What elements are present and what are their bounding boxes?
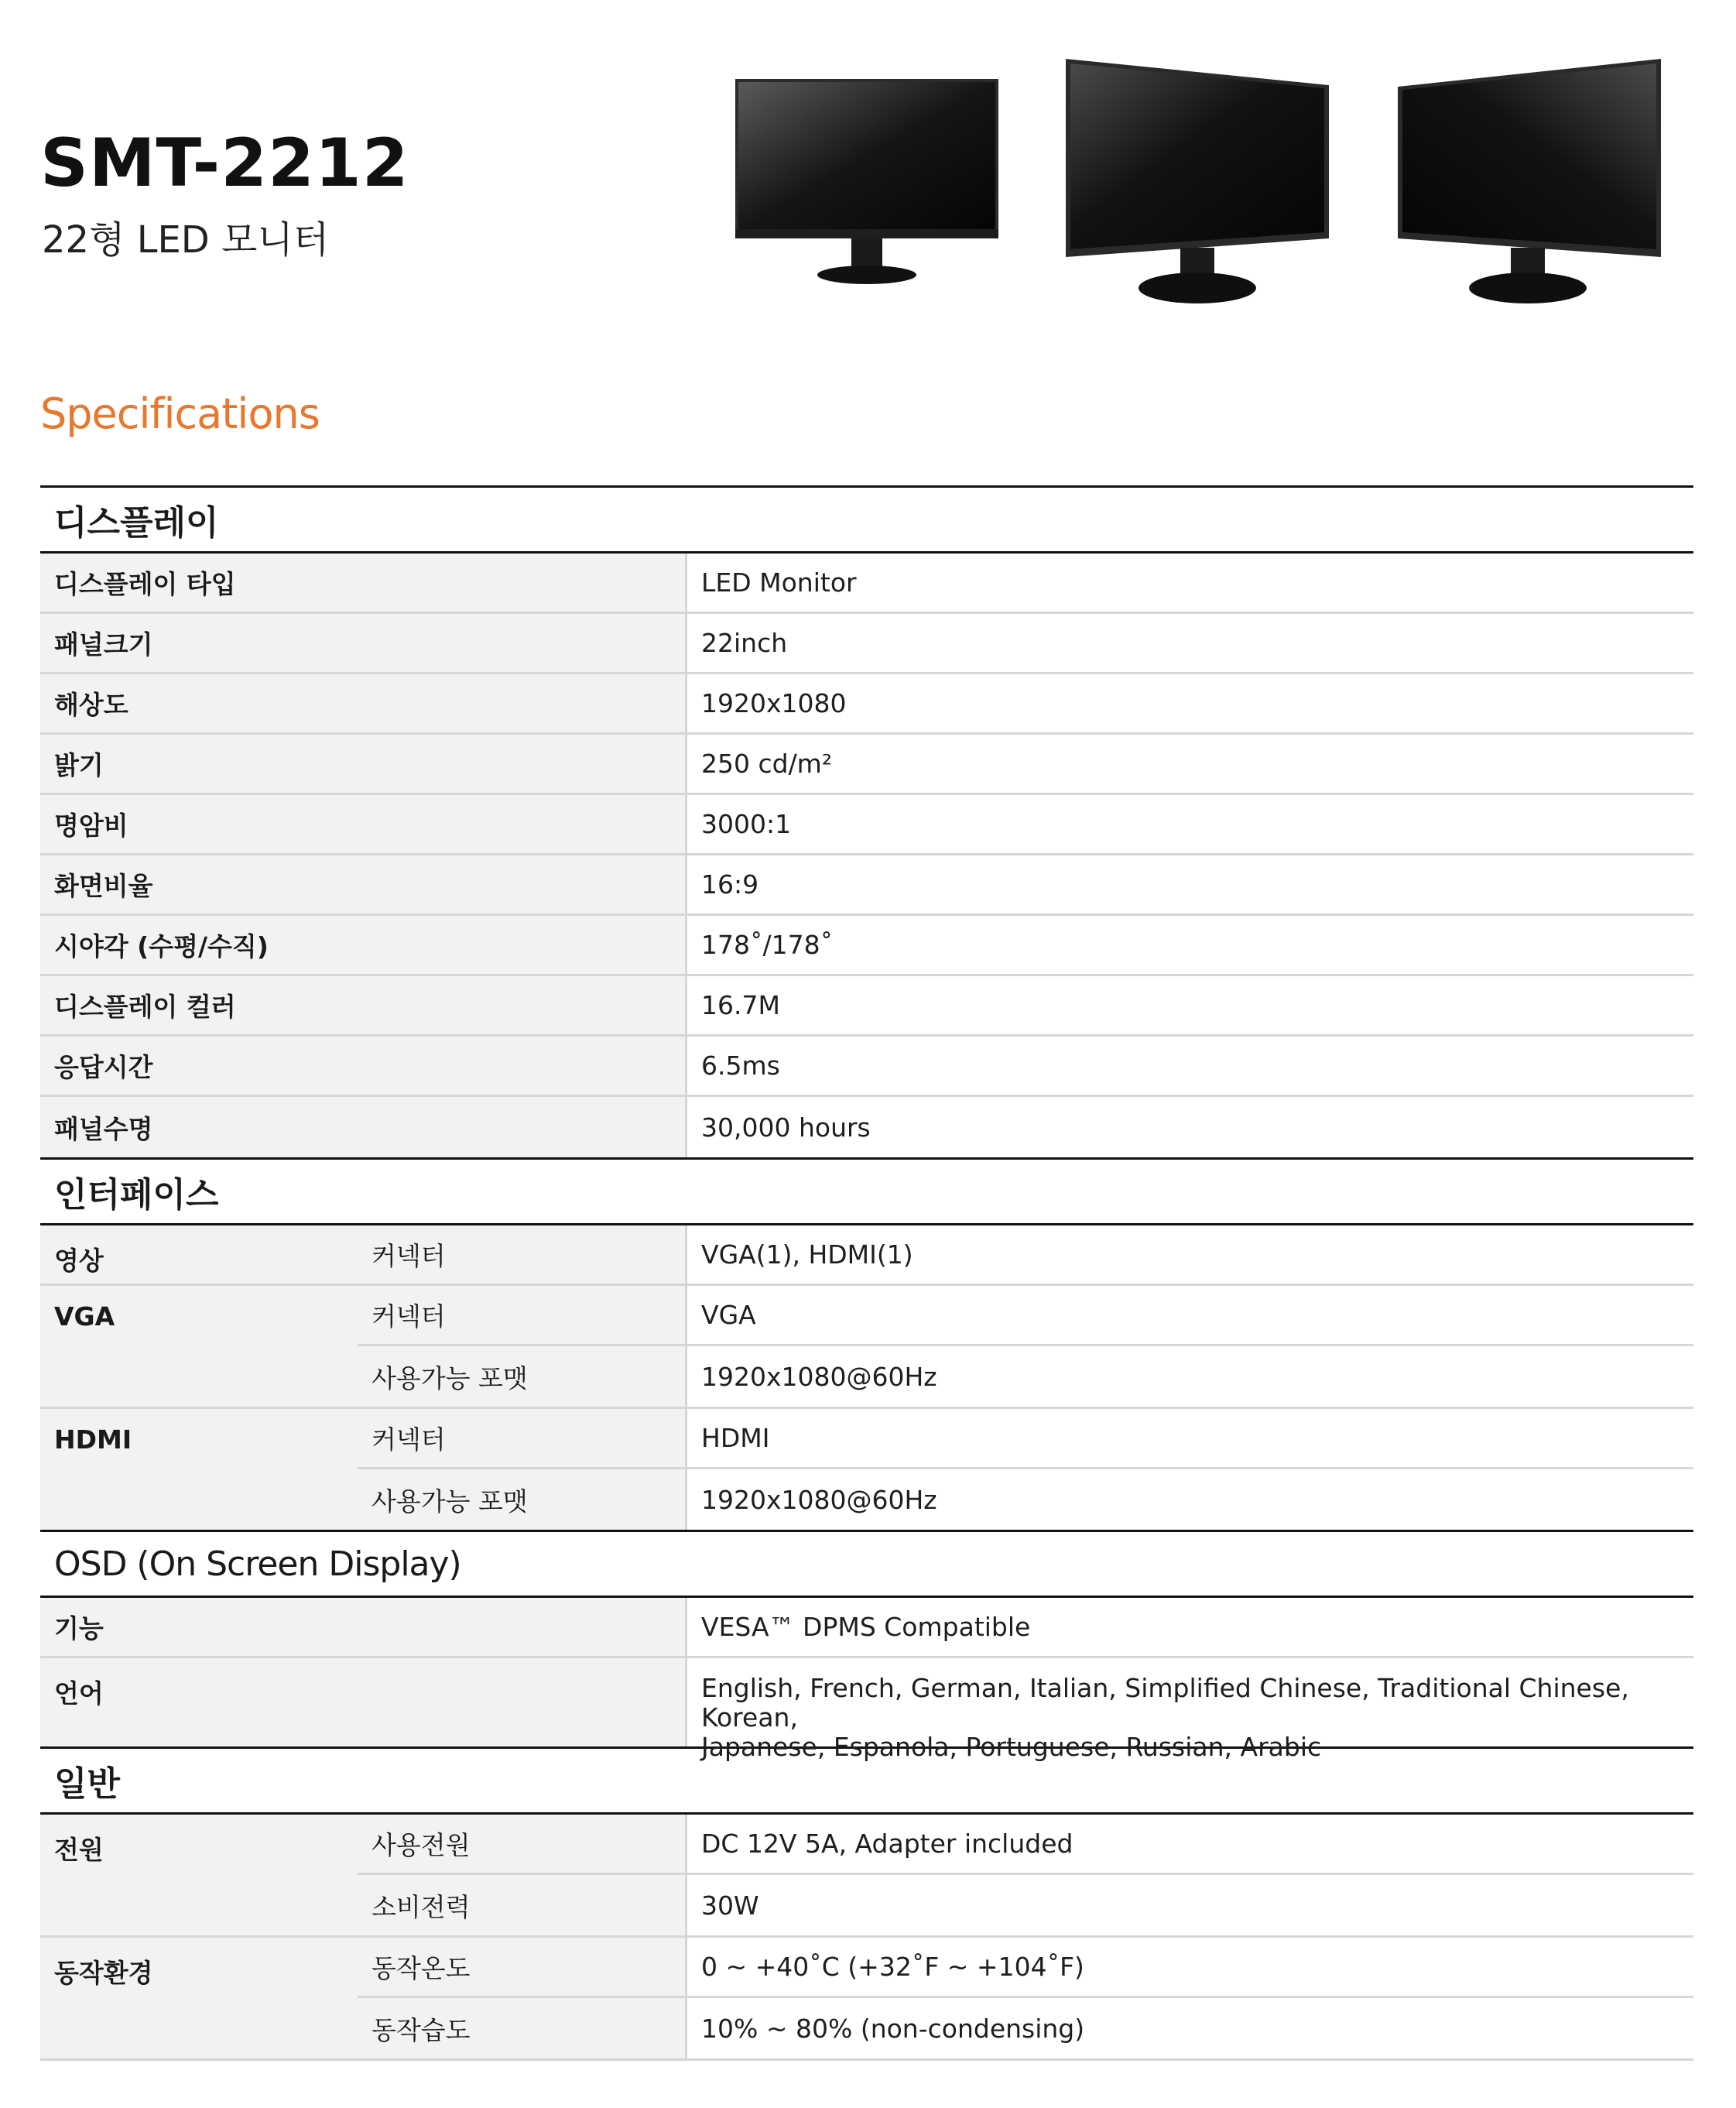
table-row [358, 1815, 1693, 1875]
model-name: SMT-2212 [40, 125, 409, 202]
section-interface-title: 인터페이스 [40, 1157, 1693, 1225]
table-row [40, 1225, 1693, 1286]
monitor-right-angle-image [1395, 56, 1662, 311]
display-rows [40, 554, 1693, 1157]
table-row [40, 674, 1693, 735]
spec-sub-label: 동작온도 [358, 1938, 687, 1996]
specifications-heading: Specifications [40, 389, 320, 438]
spec-sub-label: 커넥터 [358, 1409, 687, 1467]
table-row [358, 1875, 1693, 1935]
spec-sub-label: 사용가능 포맷 [358, 1469, 687, 1530]
spec-value: DC 12V 5A, Adapter included [701, 1829, 1073, 1859]
spec-label: 화면비율 [40, 855, 687, 913]
spec-sub-label: 동작습도 [358, 1998, 687, 2058]
table-row [358, 1409, 1693, 1469]
table-row [40, 976, 1693, 1037]
spec-value: VGA [701, 1300, 756, 1330]
spec-label: 패널크기 [40, 614, 687, 672]
product-subtitle: 22형 LED 모니터 [42, 218, 330, 262]
spec-value-line: English, French, German, Italian, Simplified Chinese, Traditional Chinese, Korean, [701, 1673, 1629, 1733]
spec-value: 1920x1080@60Hz [701, 1484, 937, 1515]
spec-value: 22inch [701, 628, 788, 658]
spec-label: 명암비 [40, 795, 687, 853]
spec-value: 16.7M [701, 990, 780, 1020]
table-row [40, 916, 1693, 976]
spec-value [687, 1658, 1693, 1762]
table-row [358, 1938, 1693, 1998]
spec-table [40, 485, 1693, 2061]
spec-value: 30,000 hours [701, 1112, 871, 1143]
spec-label: 디스플레이 컬러 [40, 976, 687, 1034]
spec-value: 6.5ms [701, 1051, 780, 1081]
spec-value: 0 ~ +40˚C (+32˚F ~ +104˚F) [701, 1952, 1084, 1982]
section-display-title: 디스플레이 [40, 485, 1693, 554]
spec-value: 250 cd/m² [701, 749, 833, 779]
table-row [358, 1998, 1693, 2058]
table-row [40, 614, 1693, 674]
table-row [40, 1598, 1693, 1658]
spec-group-vga [40, 1286, 1693, 1409]
spec-value: 16:9 [701, 869, 759, 900]
spec-label: 패널수명 [40, 1097, 687, 1157]
spec-label: 언어 [40, 1658, 687, 1746]
table-row [40, 554, 1693, 614]
table-row [40, 855, 1693, 916]
spec-value: VGA(1), HDMI(1) [701, 1239, 913, 1270]
spec-value: VESA™ DPMS Compatible [701, 1612, 1031, 1642]
table-row [40, 1658, 1693, 1762]
spec-sub-label: 커넥터 [358, 1286, 687, 1344]
spec-value: LED Monitor [701, 567, 857, 598]
spec-group-environment [40, 1938, 1693, 2061]
spec-value: 178˚/178˚ [701, 930, 834, 960]
spec-sub-label: 커넥터 [358, 1225, 687, 1284]
spec-group-hdmi [40, 1409, 1693, 1530]
table-row [40, 795, 1693, 855]
osd-rows [40, 1598, 1693, 1762]
spec-value: 1920x1080@60Hz [701, 1361, 937, 1392]
spec-sub-label: 사용가능 포맷 [358, 1346, 687, 1407]
table-row [40, 1037, 1693, 1097]
spec-value-line: Japanese, Espanola, Portuguese, Russian, Arabic [701, 1732, 1322, 1762]
spec-value: HDMI [701, 1423, 770, 1453]
spec-label: 디스플레이 타입 [40, 554, 687, 612]
table-row [40, 1097, 1693, 1157]
spec-label: 기능 [40, 1598, 687, 1656]
spec-label: 밝기 [40, 735, 687, 793]
spec-value: 10% ~ 80% (non-condensing) [701, 2013, 1085, 2044]
general-rows [40, 1815, 1693, 2061]
spec-group-label: VGA [40, 1286, 358, 1407]
table-row [40, 735, 1693, 795]
spec-value: 3000:1 [701, 809, 792, 839]
spec-value: 30W [701, 1890, 759, 1921]
spec-sub-label: 소비전력 [358, 1875, 687, 1935]
spec-group-label: 영상 [40, 1225, 358, 1284]
section-general-title: 일반 [40, 1746, 1693, 1815]
monitor-left-angle-image [1064, 56, 1332, 311]
spec-group-label: HDMI [40, 1409, 358, 1530]
spec-value: 1920x1080 [701, 688, 847, 718]
spec-label: 응답시간 [40, 1037, 687, 1095]
monitor-front-image [735, 77, 1000, 286]
spec-label: 해상도 [40, 674, 687, 732]
interface-rows [40, 1225, 1693, 1530]
spec-group-label: 전원 [40, 1815, 358, 1935]
table-row [358, 1469, 1693, 1530]
spec-sub-label: 사용전원 [358, 1815, 687, 1873]
table-row [358, 1346, 1693, 1407]
table-row [358, 1286, 1693, 1346]
section-osd-title: OSD (On Screen Display) [40, 1530, 1693, 1598]
spec-group-label: 동작환경 [40, 1938, 358, 2058]
spec-group-power [40, 1815, 1693, 1938]
spec-label: 시야각 (수평/수직) [40, 916, 687, 974]
